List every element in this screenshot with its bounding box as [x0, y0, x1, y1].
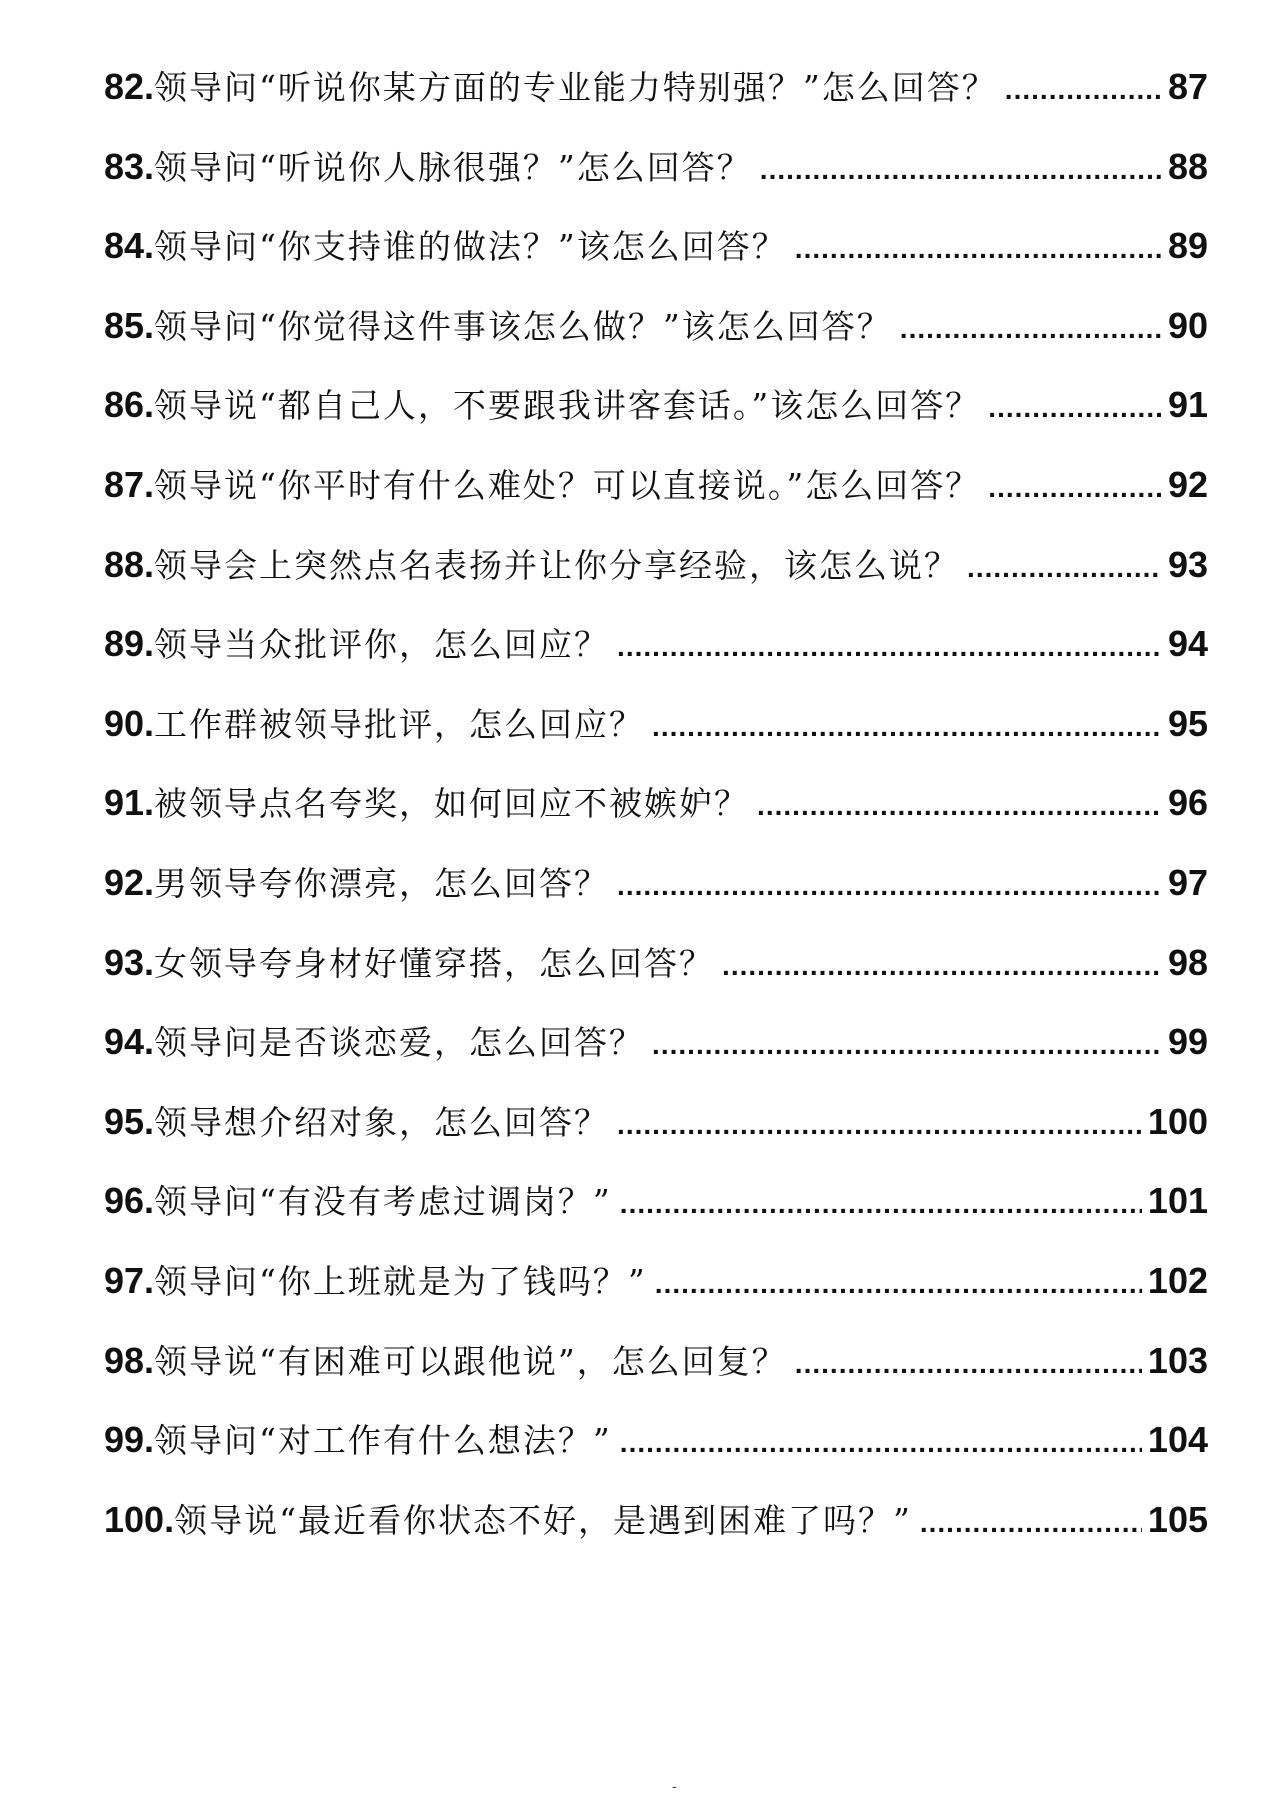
entry-page-number: 100 [1147, 1100, 1208, 1142]
entry-number: 100. [104, 1498, 175, 1540]
entry-page-number: 95 [1167, 702, 1208, 744]
dot-leader [617, 1109, 1142, 1141]
toc-entry[interactable] [104, 1495, 1208, 1575]
entry-number: 94. [104, 1021, 155, 1063]
entry-title: 领导会上突然点名表扬并让你分享经验，该怎么说？ [154, 545, 960, 585]
toc-entry[interactable] [104, 1256, 1208, 1336]
toc-entry[interactable] [104, 1336, 1208, 1416]
toc-entry[interactable] [104, 858, 1208, 938]
entry-title: 领导说“有困难可以跟他说”，怎么回复？ [154, 1341, 787, 1381]
toc-entry[interactable] [104, 540, 1208, 620]
entry-title: 领导问“听说你人脉很强？”怎么回答？ [154, 147, 752, 187]
toc-entry[interactable] [104, 699, 1208, 779]
table-of-contents [104, 62, 1208, 1574]
dot-leader [722, 950, 1162, 982]
entry-number: 96. [104, 1180, 155, 1222]
entry-title: 领导问“你上班就是为了钱吗？” [154, 1261, 647, 1301]
entry-title: 领导想介绍对象，怎么回答？ [154, 1102, 610, 1142]
entry-title: 领导问“有没有考虑过调岗？” [154, 1182, 612, 1222]
dot-leader [760, 154, 1162, 186]
dot-leader [988, 392, 1162, 424]
dot-leader [988, 472, 1162, 504]
entry-title: 领导说“你平时有什么难处？可以直接说。”怎么回答？ [154, 465, 981, 505]
entry-number: 97. [104, 1259, 155, 1301]
entry-page-number: 92 [1167, 463, 1208, 505]
toc-entry[interactable] [104, 778, 1208, 858]
dot-leader [620, 1427, 1142, 1459]
dot-leader [1005, 74, 1162, 106]
entry-title: 工作群被领导批评，怎么回应？ [154, 704, 645, 744]
toc-entry[interactable] [104, 1176, 1208, 1256]
entry-page-number: 98 [1167, 941, 1208, 983]
toc-entry[interactable] [104, 1097, 1208, 1177]
dot-leader [757, 790, 1162, 822]
entry-page-number: 89 [1167, 225, 1208, 267]
toc-entry[interactable] [104, 221, 1208, 301]
entry-number: 89. [104, 623, 155, 665]
dot-leader [900, 313, 1162, 345]
entry-page-number: 101 [1147, 1180, 1208, 1222]
dot-leader [920, 1507, 1142, 1539]
entry-page-number: 87 [1167, 66, 1208, 107]
entry-page-number: 97 [1167, 861, 1208, 903]
dot-leader [652, 1029, 1162, 1061]
entry-number: 95. [104, 1100, 155, 1142]
entry-title: 领导问“听说你某方面的专业能力特别强？”怎么回答？ [154, 68, 997, 107]
toc-entry[interactable] [104, 62, 1208, 142]
dot-leader [617, 631, 1162, 663]
entry-title: 男领导夸你漂亮，怎么回答？ [154, 863, 610, 903]
entry-number: 98. [104, 1339, 155, 1381]
toc-entry[interactable] [104, 380, 1208, 460]
entry-page-number: 90 [1167, 304, 1208, 346]
entry-page-number: 105 [1147, 1498, 1208, 1540]
toc-entry[interactable] [104, 460, 1208, 540]
toc-entry[interactable] [104, 1415, 1208, 1495]
entry-number: 90. [104, 702, 155, 744]
entry-title: 领导问“对工作有什么想法？” [154, 1421, 612, 1461]
dot-leader [967, 552, 1162, 584]
toc-entry[interactable] [104, 938, 1208, 1018]
dot-leader [655, 1268, 1142, 1300]
dot-leader [617, 870, 1162, 902]
entry-number: 93. [104, 941, 155, 983]
entry-title: 领导说“最近看你状态不好，是遇到困难了吗？” [174, 1500, 912, 1540]
entry-number: 84. [104, 225, 155, 267]
entry-number: 83. [104, 145, 155, 187]
entry-number: 92. [104, 861, 155, 903]
entry-page-number: 104 [1147, 1419, 1208, 1461]
entry-number: 99. [104, 1419, 155, 1461]
entry-page-number: 96 [1167, 782, 1208, 824]
entry-page-number: 91 [1167, 384, 1208, 426]
dot-leader [652, 711, 1162, 743]
entry-title: 领导问“你觉得这件事该怎么做？”该怎么回答？ [154, 306, 892, 346]
toc-entry[interactable] [104, 1017, 1208, 1097]
page-footer-mark: - [672, 1778, 677, 1794]
entry-page-number: 103 [1147, 1339, 1208, 1381]
entry-title: 女领导夸身材好懂穿搭，怎么回答？ [154, 943, 715, 983]
entry-number: 87. [104, 463, 155, 505]
entry-page-number: 102 [1147, 1259, 1208, 1301]
entry-number: 88. [104, 543, 155, 585]
entry-title: 领导说“都自己人，不要跟我讲客套话。”该怎么回答？ [154, 386, 981, 426]
entry-page-number: 94 [1167, 623, 1208, 665]
entry-number: 91. [104, 782, 155, 824]
entry-number: 85. [104, 304, 155, 346]
toc-entry[interactable] [104, 619, 1208, 699]
toc-entry[interactable] [104, 301, 1208, 381]
entry-page-number: 93 [1167, 543, 1208, 585]
entry-title: 领导当众批评你，怎么回应？ [154, 625, 610, 665]
entry-page-number: 99 [1167, 1021, 1208, 1063]
entry-number: 86. [104, 384, 155, 426]
entry-title: 领导问“你支持谁的做法？”该怎么回答？ [154, 227, 787, 267]
dot-leader [795, 1348, 1142, 1380]
toc-entry[interactable] [104, 142, 1208, 222]
entry-title: 被领导点名夸奖，如何回应不被嫉妒？ [154, 784, 750, 824]
entry-page-number: 88 [1167, 145, 1208, 187]
dot-leader [620, 1188, 1142, 1220]
entry-number: 82. [104, 66, 155, 107]
entry-title: 领导问是否谈恋爱，怎么回答？ [154, 1023, 645, 1063]
dot-leader [795, 233, 1162, 265]
